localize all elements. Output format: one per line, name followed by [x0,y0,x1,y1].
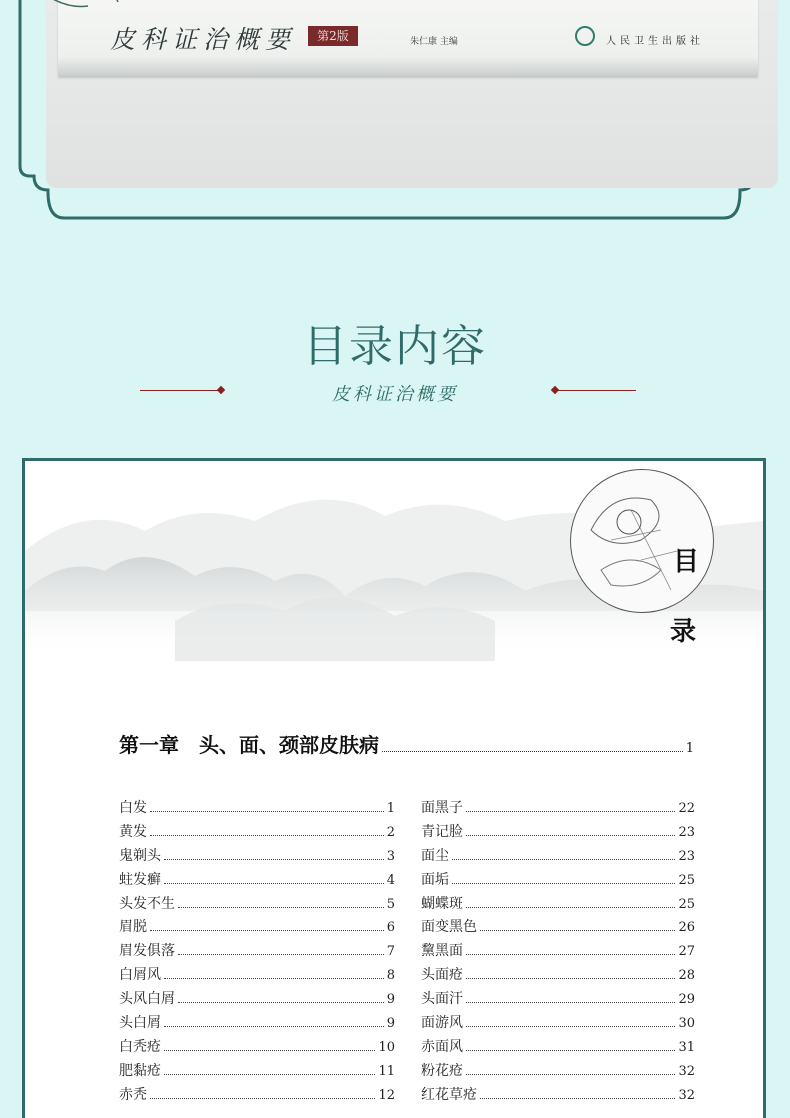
toc-entry[interactable] [119,893,395,917]
leader-dots [466,978,675,979]
toc-entry[interactable] [421,893,695,917]
chapter-label: 第一章 头、面、颈部皮肤病 [119,733,379,757]
toc-entry-name: 青记脸 [421,823,463,840]
bamboo-branch-icon [18,0,158,30]
book-photo-frame [18,0,770,220]
toc-entry-name: 白秃疮 [119,1038,161,1055]
toc-entry-name: 白屑风 [119,967,161,984]
toc-entry-name: 面变黑色 [421,919,477,936]
toc-entry-name: 粉花疮 [421,1062,463,1079]
leader-dots [466,907,675,908]
toc-entry[interactable] [119,1060,395,1084]
leader-dots [466,835,675,836]
leader-dots [164,1026,384,1027]
toc-entry-name: 鬼剃头 [119,847,161,864]
chapter-heading[interactable] [119,729,694,758]
toc-entry-name: 面尘 [421,847,449,864]
toc-entry-name: 肥黏疮 [119,1062,161,1079]
toc-entry-page: 8 [386,968,395,984]
leader-dots [164,883,384,884]
toc-entry-name: 眉发俱落 [119,943,175,960]
toc-entry-page: 3 [386,848,395,864]
leader-dots [150,811,384,812]
publisher-logo-icon [575,26,595,46]
toc-mark-char-1: 目 [673,547,700,577]
spine-publisher: 人民卫生出版社 [606,36,704,47]
leader-dots [466,954,675,955]
leader-dots [452,859,675,860]
toc-entry-page: 9 [386,1016,395,1032]
toc-entry-name: 眉脱 [119,919,147,936]
leader-dots [164,1050,375,1051]
toc-entry-page: 32 [678,1087,695,1103]
toc-entry[interactable] [421,940,695,964]
leader-dots [150,1098,375,1099]
toc-entry-page: 22 [678,801,695,816]
toc-entry-page: 11 [378,1063,395,1079]
leader-dots [178,907,384,908]
toc-entry[interactable] [421,916,695,940]
leader-dots [164,859,384,860]
toc-entry-page: 25 [678,872,695,888]
toc-entry[interactable] [421,797,695,821]
toc-entry-name: 白发 [119,800,147,816]
leader-dots [178,954,384,955]
toc-entry-page: 27 [678,944,695,960]
leader-dots [164,1074,375,1075]
spine-title: 皮科证治概要 [110,25,297,54]
toc-entry[interactable] [421,821,695,845]
toc-entry-page: 31 [678,1039,695,1055]
toc-entry[interactable] [119,964,395,988]
decor-line-right [556,390,636,391]
chapter-page: 1 [685,741,694,756]
toc-entry-name: 头面汗 [421,991,463,1008]
toc-entry-name: 红花草疮 [421,1086,477,1103]
toc-mark-char-2: 录 [670,617,697,647]
leader-dots [480,930,675,931]
toc-entry[interactable] [119,940,395,964]
toc-entry[interactable] [119,1084,395,1108]
toc-entry[interactable] [119,988,395,1012]
section-subtitle: 皮科证治概要 [332,384,458,405]
leader-dots [466,811,675,812]
leader-dots [466,1026,675,1027]
toc-entry-page: 1 [386,801,395,816]
toc-entry-page: 4 [386,872,395,888]
toc-entry[interactable] [119,916,395,940]
leader-dots [452,883,675,884]
toc-entry[interactable] [119,797,395,821]
toc-entry-name: 面黑子 [421,800,463,816]
toc-entry-name: 头面疮 [421,967,463,984]
leader-dots [466,1050,675,1051]
toc-entry-name: 赤面风 [421,1038,463,1055]
spine-edition-badge: 第2版 [308,26,358,46]
toc-entry[interactable] [421,869,695,893]
toc-entry[interactable] [421,1060,695,1084]
toc-entry-page: 32 [678,1063,695,1079]
toc-entry[interactable] [119,869,395,893]
section-title: 目录内容 [303,321,487,372]
toc-entry[interactable] [421,1012,695,1036]
leader-dots [382,751,683,752]
toc-entry-page: 26 [678,920,695,936]
toc-entry[interactable] [119,821,395,845]
leader-dots [164,978,384,979]
spine-editor: 朱仁康 主编 [410,37,458,47]
toc-entry-name: 黧黑面 [421,943,463,960]
toc-entry[interactable] [119,1012,395,1036]
leader-dots [150,930,384,931]
leader-dots [178,1002,384,1003]
toc-entry[interactable] [421,1036,695,1060]
toc-entry-name: 面垢 [421,871,449,888]
toc-entry-name: 蛀发癣 [119,871,161,888]
toc-entry-page: 5 [386,896,395,912]
toc-entry-name: 黄发 [119,823,147,840]
toc-page [22,458,766,1118]
toc-entry[interactable] [119,1036,395,1060]
toc-entry-page: 9 [386,992,395,1008]
toc-entry-name: 头风白屑 [119,991,175,1008]
toc-entry-page: 30 [678,1016,695,1032]
toc-entry-page: 6 [386,920,395,936]
toc-left-column [119,797,395,1108]
toc-entry[interactable] [421,1084,695,1108]
leader-dots [150,835,384,836]
leader-dots [480,1098,675,1099]
toc-entry-page: 7 [386,944,395,960]
leader-dots [466,1002,675,1003]
toc-entry-name: 头白屑 [119,1015,161,1032]
toc-entry-page: 29 [678,992,695,1008]
toc-entry-name: 面游风 [421,1015,463,1032]
leader-dots [466,1074,675,1075]
toc-entry-name: 赤秃 [119,1086,147,1103]
toc-entry-page: 23 [678,848,695,864]
toc-entry-page: 23 [678,824,695,840]
toc-entry[interactable] [119,845,395,869]
toc-entry-page: 2 [386,824,395,840]
toc-entry-page: 25 [678,896,695,912]
toc-entry-page: 10 [378,1039,395,1055]
toc-right-column [421,797,695,1108]
toc-entry-name: 蝴蝶斑 [421,895,463,912]
toc-entry-page: 12 [378,1087,395,1103]
toc-entry[interactable] [421,845,695,869]
toc-entry[interactable] [421,988,695,1012]
toc-entry-name: 头发不生 [119,895,175,912]
toc-entry[interactable] [421,964,695,988]
toc-entry-page: 28 [678,968,695,984]
